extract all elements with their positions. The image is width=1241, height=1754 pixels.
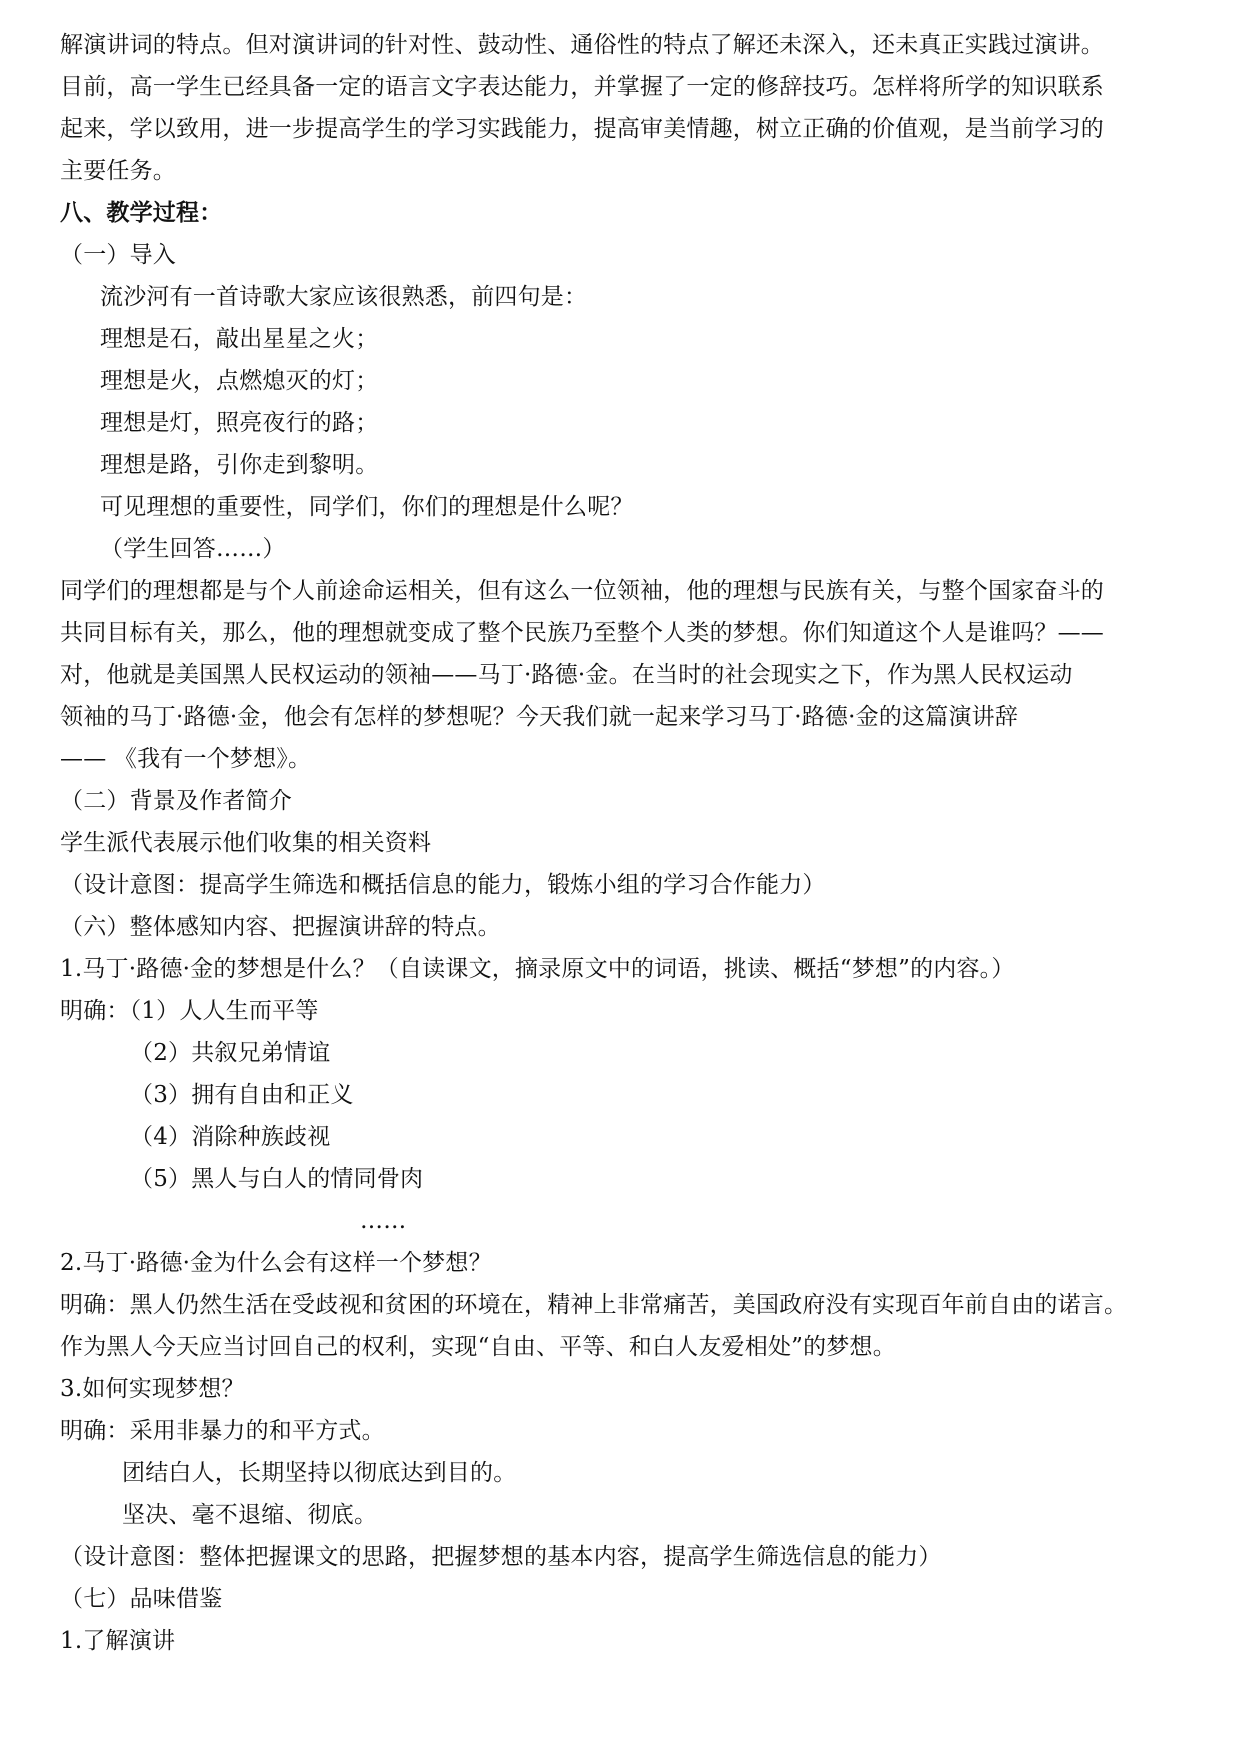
subsection-heading-overall: （六）整体感知内容、把握演讲辞的特点。	[60, 914, 501, 940]
paragraph-line: 共同目标有关，那么，他的理想就变成了整个民族乃至整个人类的梦想。你们知道这个人是谁吗？——	[60, 620, 1104, 646]
answer-1-item: （5）黑人与白人的情同骨肉	[130, 1166, 424, 1192]
intro-text: 流沙河有一首诗歌大家应该很熟悉，前四句是：	[100, 284, 588, 310]
subsection-heading-appreciation: （七）品味借鉴	[60, 1586, 223, 1612]
paragraph-line: —— 《我有一个梦想》。	[60, 746, 312, 772]
background-text: 学生派代表展示他们收集的相关资料	[60, 830, 432, 856]
answer-1-item: （3）拥有自由和正义	[130, 1082, 354, 1108]
question-text: 可见理想的重要性，同学们，你们的理想是什么呢？	[100, 494, 634, 520]
design-intent-note: （设计意图：提高学生筛选和概括信息的能力，锻炼小组的学习合作能力）	[60, 872, 826, 898]
paragraph-line: 领袖的马丁·路德·金，他会有怎样的梦想呢？今天我们就一起来学习马丁·路德·金的这篇演讲辞	[60, 704, 1019, 730]
answer-1-item: （4）消除种族歧视	[130, 1124, 331, 1150]
paragraph-line: 主要任务。	[60, 158, 176, 184]
answer-3-first: 明确：采用非暴力的和平方式。	[60, 1418, 385, 1444]
answer-2-line: 作为黑人今天应当讨回自己的权利，实现“自由、平等、和白人友爱相处”的梦想。	[60, 1334, 896, 1360]
ellipsis: ……	[360, 1208, 407, 1234]
paragraph-line: 解演讲词的特点。但对演讲词的针对性、鼓动性、通俗性的特点了解还未深入，还未真正实践过演讲。	[60, 32, 1104, 58]
paragraph-line: 对，他就是美国黑人民权运动的领袖——马丁·路德·金。在当时的社会现实之下，作为黑人民权运动	[60, 662, 1073, 688]
poem-line: 理想是石，敲出星星之火；	[100, 326, 379, 352]
subsection-heading-intro: （一）导入	[60, 242, 176, 268]
paragraph-line: 起来，学以致用，进一步提高学生的学习实践能力，提高审美情趣，树立正确的价值观，是当前学习的	[60, 116, 1104, 142]
answer-3-item: 坚决、毫不退缩、彻底。	[122, 1502, 378, 1528]
design-intent-note: （设计意图：整体把握课文的思路，把握梦想的基本内容，提高学生筛选信息的能力）	[60, 1544, 942, 1570]
question-2: 2.马丁·路德·金为什么会有这样一个梦想？	[60, 1250, 492, 1276]
item-understand-speech: 1.了解演讲	[60, 1628, 176, 1654]
paragraph-line: 同学们的理想都是与个人前途命运相关，但有这么一位领袖，他的理想与民族有关，与整个国家奋斗的	[60, 578, 1104, 604]
answer-2-line: 明确：黑人仍然生活在受歧视和贫困的环境在，精神上非常痛苦，美国政府没有实现百年前自由的诺言。	[60, 1292, 1128, 1318]
subsection-heading-background: （二）背景及作者简介	[60, 788, 292, 814]
answer-1-first: 明确：（1）人人生而平等	[60, 998, 319, 1024]
answer-1-item: （2）共叙兄弟情谊	[130, 1040, 331, 1066]
section-heading-teaching-process: 八、教学过程：	[60, 200, 223, 226]
poem-line: 理想是灯，照亮夜行的路；	[100, 410, 379, 436]
answer-3-item: 团结白人，长期坚持以彻底达到目的。	[122, 1460, 517, 1486]
poem-line: 理想是路，引你走到黎明。	[100, 452, 379, 478]
poem-line: 理想是火，点燃熄灭的灯；	[100, 368, 379, 394]
question-1: 1.马丁·路德·金的梦想是什么？（自读课文，摘录原文中的词语，挑读、概括“梦想”的内容。）	[60, 956, 1015, 982]
student-answer: （学生回答……）	[100, 536, 286, 562]
question-3: 3.如何实现梦想？	[60, 1376, 245, 1402]
paragraph-line: 目前，高一学生已经具备一定的语言文字表达能力，并掌握了一定的修辞技巧。怎样将所学的知识联系	[60, 74, 1104, 100]
